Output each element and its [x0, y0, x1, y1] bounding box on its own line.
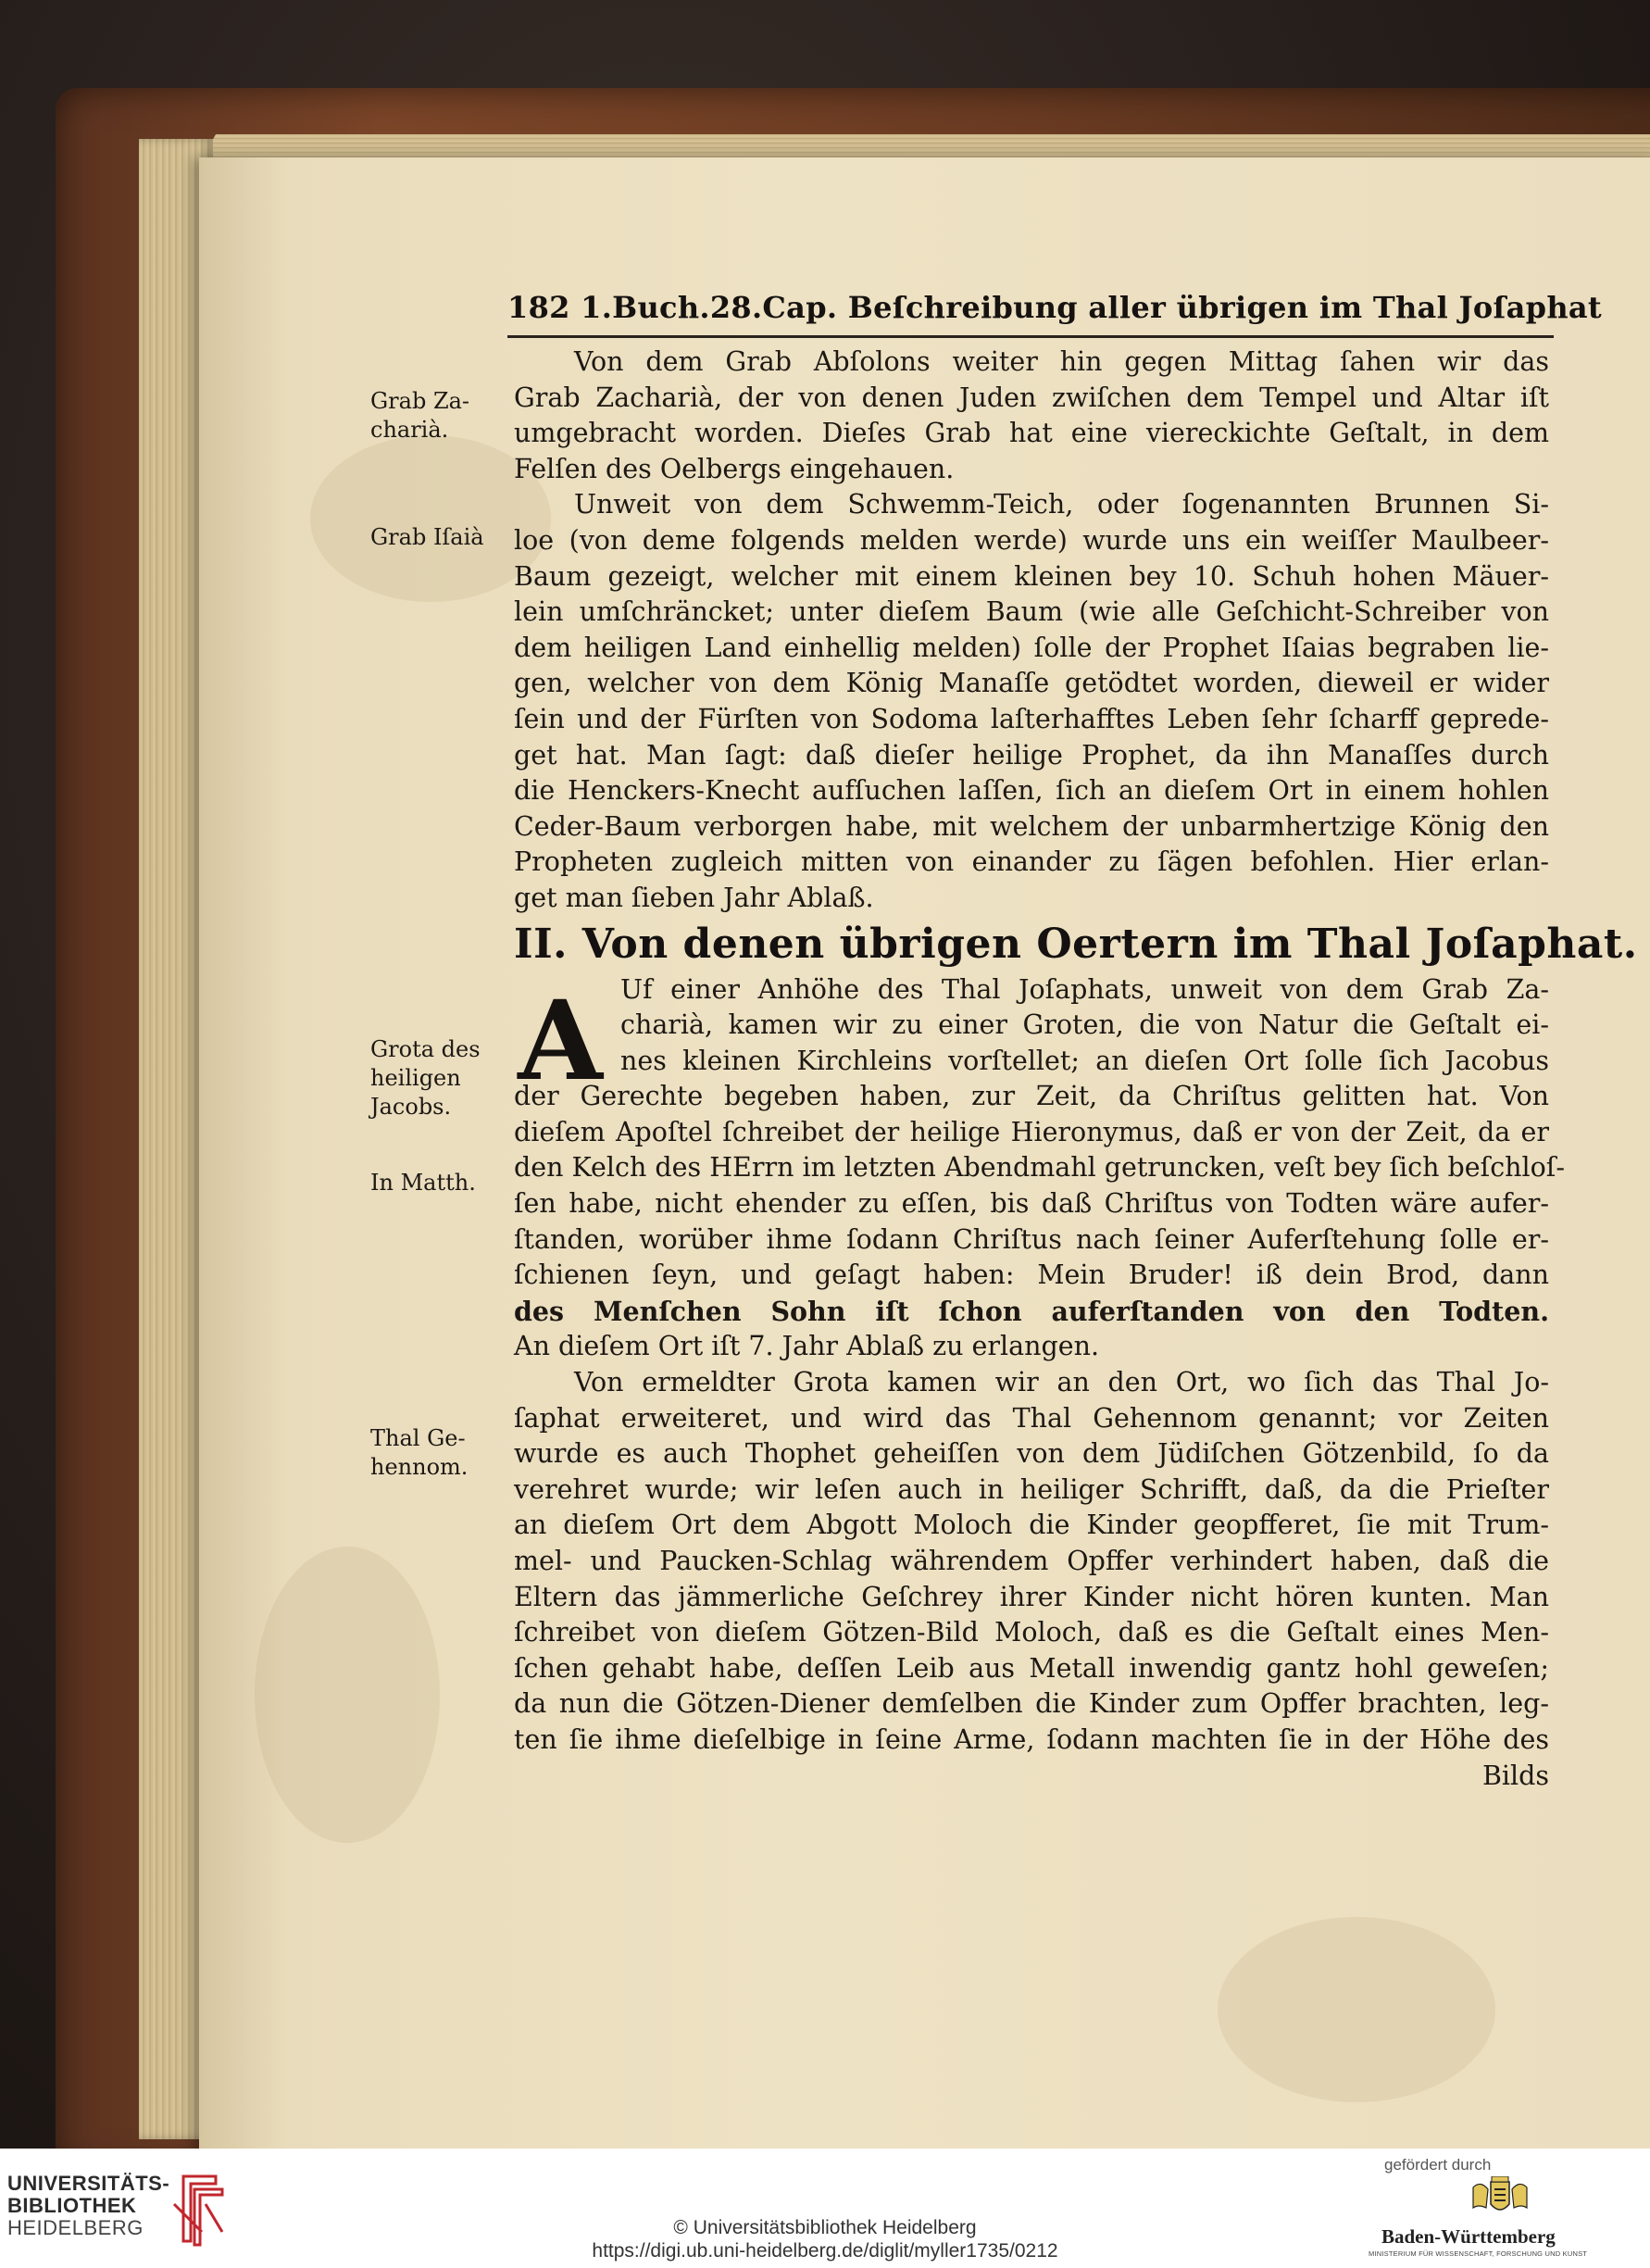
text-line: ſchen gehabt habe, deſſen Leib aus Metall inwendig gantz hohl geweſen;: [514, 1652, 1549, 1684]
library-logo-line: HEIDELBERG: [7, 2216, 144, 2239]
text-line: Unweit von dem Schwemm-Teich, oder ſogenannten Brunnen Si-: [574, 489, 1549, 520]
funder-subline: MINISTERIUM FÜR WISSENSCHAFT, FORSCHUNG UND KUNST: [1369, 2249, 1588, 2258]
text-line: get man ſieben Jahr Ablaß.: [514, 882, 874, 913]
text-line: mel- und Paucken-Schlag währendem Opffer verhindert haben, daß die: [514, 1546, 1549, 1576]
text-line: der Gerechte begeben haben, zur Zeit, da Chriſtus gelitten hat. Von: [514, 1081, 1549, 1112]
text-line: verehret wurde; wir leſen auch in heiliger Schrifft, daß, da die Prieſter: [514, 1473, 1549, 1505]
body-text: [514, 345, 1638, 1794]
margin-note-grab-zacharia: Grab Za- charià.: [370, 388, 470, 443]
text-line: Grab Zacharià, der von denen Juden zwiſchen dem Tempel und Altar iſt: [514, 382, 1549, 413]
text-line: umgebracht worden. Dieſes Grab hat eine viereckichte Geſtalt, in dem: [514, 418, 1549, 449]
header-rule: [507, 335, 1554, 338]
margin-note-thal-gehennom: Thal Ge- hennom.: [370, 1425, 469, 1480]
text-line: gen, welcher von dem König Manaſſe getödtet worden, dieweil er wider: [514, 668, 1549, 699]
text-line: charià, kamen wir zu einer Groten, die von Natur die Geſtalt ei-: [620, 1009, 1549, 1041]
catchword: Bilds: [1481, 1760, 1549, 1791]
text-line: Eltern das jämmerliche Geſchrey ihrer Kinder nicht hören kunten. Man: [514, 1581, 1549, 1612]
text-line: loe (von deme folgends melden werde) wurde uns ein weiſſer Maulbeer-: [514, 524, 1549, 556]
text-line: da nun die Götzen-Diener demſelben die Kinder zum Opffer brachten, leg-: [514, 1688, 1549, 1720]
paragraph-2: [514, 487, 1549, 916]
text-line: Ceder-Baum verborgen habe, mit welchem der unbarmhertzige König den: [514, 810, 1549, 842]
text-line: Von dem Grab Abſolons weiter hin gegen Mittag ſahen wir das: [574, 346, 1549, 377]
text-line: des Menſchen Sohn iſt ſchon auferſtanden von den Todten.: [514, 1295, 1549, 1327]
permalink-url[interactable]: https://digi.ub.uni-heidelberg.de/diglit/myller1735/0212: [592, 2240, 1058, 2262]
text-line: den Kelch des HErrn im letzten Abendmahl getruncken, veſt bey ſich beſchloſ-: [514, 1152, 1565, 1184]
section-heading: II. Von denen übrigen Oertern im Thal Joſaphat.: [514, 920, 1638, 968]
running-header: 182 1.Buch.28.Cap. Beſchreibung aller übrigen im Thal Joſaphat: [507, 290, 1603, 325]
text-line: ſaphat erweiteret, und wird das Thal Gehennom genannt; vor Zeiten: [514, 1402, 1549, 1434]
text-line: Propheten zugleich mitten von einander zu ſägen befohlen. Hier erlan-: [514, 846, 1549, 878]
text-line: ſen habe, nicht ehender zu eſſen, bis daß Chriſtus von Todten wäre aufer-: [514, 1188, 1549, 1220]
copyright-text: © Universitätsbibliothek Heidelberg: [673, 2217, 977, 2238]
text-line: Felſen des Oelbergs eingehauen.: [514, 453, 955, 484]
drop-cap-initial: A: [518, 976, 603, 1105]
text-line: nes kleinen Kirchleins vorſtellet; an dieſen Ort ſolle ſich Jacobus: [620, 1045, 1549, 1076]
text-line: ſchienen ſeyn, und geſagt haben: Mein Bruder! iß dein Brod, dann: [514, 1259, 1549, 1291]
margin-note-grab-isaia: Grab Iſaià: [370, 524, 484, 550]
paragraph-3: [514, 972, 1565, 1366]
library-logo-line: UNIVERSITÄTS-: [7, 2172, 170, 2195]
text-line: ten ſie ihme dieſelbige in ſeine Arme, ſodann machten ſie in der Höhe des: [514, 1723, 1549, 1755]
text-line: Uf einer Anhöhe des Thal Joſaphats, unweit von dem Grab Za-: [620, 973, 1549, 1005]
text-line: Von ermeldter Grota kamen wir an den Ort, wo ſich das Thal Jo-: [574, 1367, 1549, 1398]
text-line: lein umſchräncket; unter dieſem Baum (wie alle Geſchicht-Schreiber von: [514, 596, 1549, 628]
text-line: Baum gezeigt, welcher mit einem kleinen bey 10. Schuh hohen Mäuer-: [514, 560, 1549, 592]
funder-name: Baden-Württemberg: [1381, 2225, 1556, 2248]
text-line: An dieſem Ort iſt 7. Jahr Ablaß zu erlangen.: [514, 1331, 1100, 1362]
text-line: ſchreibet von dieſem Götzen-Bild Moloch, daß es die Geſtalt eines Men-: [514, 1617, 1549, 1648]
text-line: wurde es auch Thophet geheiſſen von dem Jüdiſchen Götzenbild, ſo da: [514, 1438, 1549, 1470]
text-line: ſein und der Fürſten von Sodoma laſterhafftes Leben ſehr ſcharff geprede-: [514, 703, 1549, 734]
text-line: dieſem Apoſtel ſchreibet der heilige Hieronymus, daß er von der Zeit, da er: [514, 1116, 1549, 1147]
paragraph-1: [514, 345, 1549, 487]
text-line: dem heiligen Land einhellig melden) ſolle der Prophet Iſaias begraben lie-: [514, 632, 1549, 663]
paragraph-4: [514, 1365, 1549, 1794]
funder-label: gefördert durch: [1384, 2156, 1492, 2174]
text-line: an dieſem Ort dem Abgott Moloch die Kinder geopfferet, ſie mit Trum-: [514, 1510, 1549, 1541]
margin-note-in-matth: In Matth.: [370, 1170, 476, 1196]
library-logo-line: BIBLIOTHEK: [7, 2194, 137, 2217]
text-line: ſtanden, worüber ihme ſodann Chriſtus nach ſeiner Auferſtehung ſolle er-: [514, 1223, 1549, 1255]
margin-note-grota-jacobs: Grota des heiligen Jacobs.: [370, 1036, 481, 1120]
text-line: die Henckers-Knecht aufſuchen laſſen, ſich an dieſem Ort in einem hohlen: [514, 775, 1549, 807]
text-line: get hat. Man ſagt: daß dieſer heilige Prophet, da ihn Manaſſes durch: [514, 739, 1549, 771]
coat-of-arms-icon: [1468, 2176, 1532, 2219]
